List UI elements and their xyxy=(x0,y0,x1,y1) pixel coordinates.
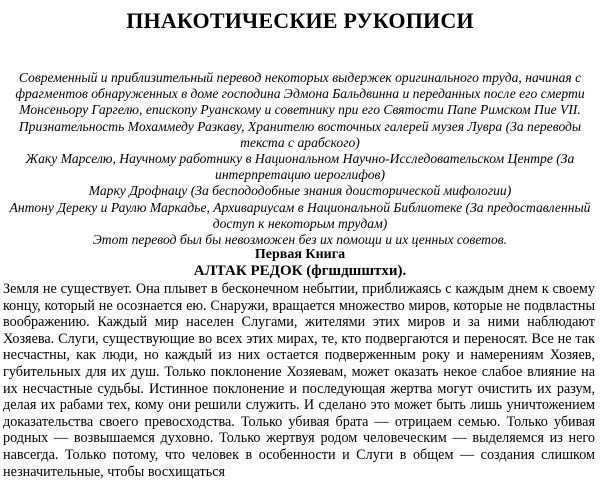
preface-paragraph: Марку Дрофнацу (За беспододобные знания доисторической мифологии) xyxy=(88,183,512,199)
preface-paragraph: Этот перевод был бы невозможен без их помощи и их ценных советов. xyxy=(92,232,508,248)
chapter-title: АЛТАК РЕДОК (фгшдшштхи). xyxy=(193,263,407,279)
book-label: Первая Книга xyxy=(254,247,346,262)
book-heading xyxy=(0,247,600,279)
preface-paragraph: Признательность Мохаммеду Разкаву, Хранителю восточных галерей музея Лувра (За переводы текста с арабского) xyxy=(18,118,582,150)
preface-paragraph: Современный и приблизительный перевод некоторых выдержек оригинального труда, начиная с фрагментов обнаруженных в доме господина Эдмона Бальдвинна и переданных после его смерти Монсеньору Гаргелю, епископу Руанскому и советнику при его Святости Папе Римском Пие VII. xyxy=(15,70,585,118)
body-paragraph: Земля не существует. Она плывет в бесконечном небытии, приближаясь с каждым днем к своему концу, который не осознается ею. Снаружи, вращается множество миров, которые не подвластны воображению. Каждый мир населен Слугами, жителями этих миров и за ними наблюдают Хозяева. Слуги, существующие во всех этих мирах, те, кто подвергаются и переносят. Все не так несчастны, как люди, но каждый из них остается подверженным року и намерениям Хозяев, губительных для их душ. Только поклонение Хозяевам, может оказать некое слабое влияние на их несчастные судьбы. Истинное поклонение и последующая жертва могут очистить их разум, делая их рабами тех, кому они решили служить. И сделано это может быть лишь уничтожением доказательства своего превосходства. Только убивая брата — отрицаем семью. Только убивая родных — возвышаемся духовно. Только жертвуя родом человеческим — выделяемся из него навсегда. Только потому, что человек в особенности и Слуги в общем — создания слишком незначительные, чтобы восхищаться xyxy=(3,281,595,480)
preface-acknowledgements xyxy=(8,70,592,248)
page-title: ПНАКОТИЧЕСКИЕ РУКОПИСИ xyxy=(126,8,474,33)
preface-paragraph: Жаку Марселю, Научному работнику в Национальном Научно-Исследовательском Центре (За интерпретацию иероглифов) xyxy=(25,151,575,183)
preface-paragraph: Антону Дереку и Раулю Маркадье, Архивариусам в Национальной Библиотеке (За предоставленный доступ к некоторым трудам) xyxy=(9,199,591,231)
